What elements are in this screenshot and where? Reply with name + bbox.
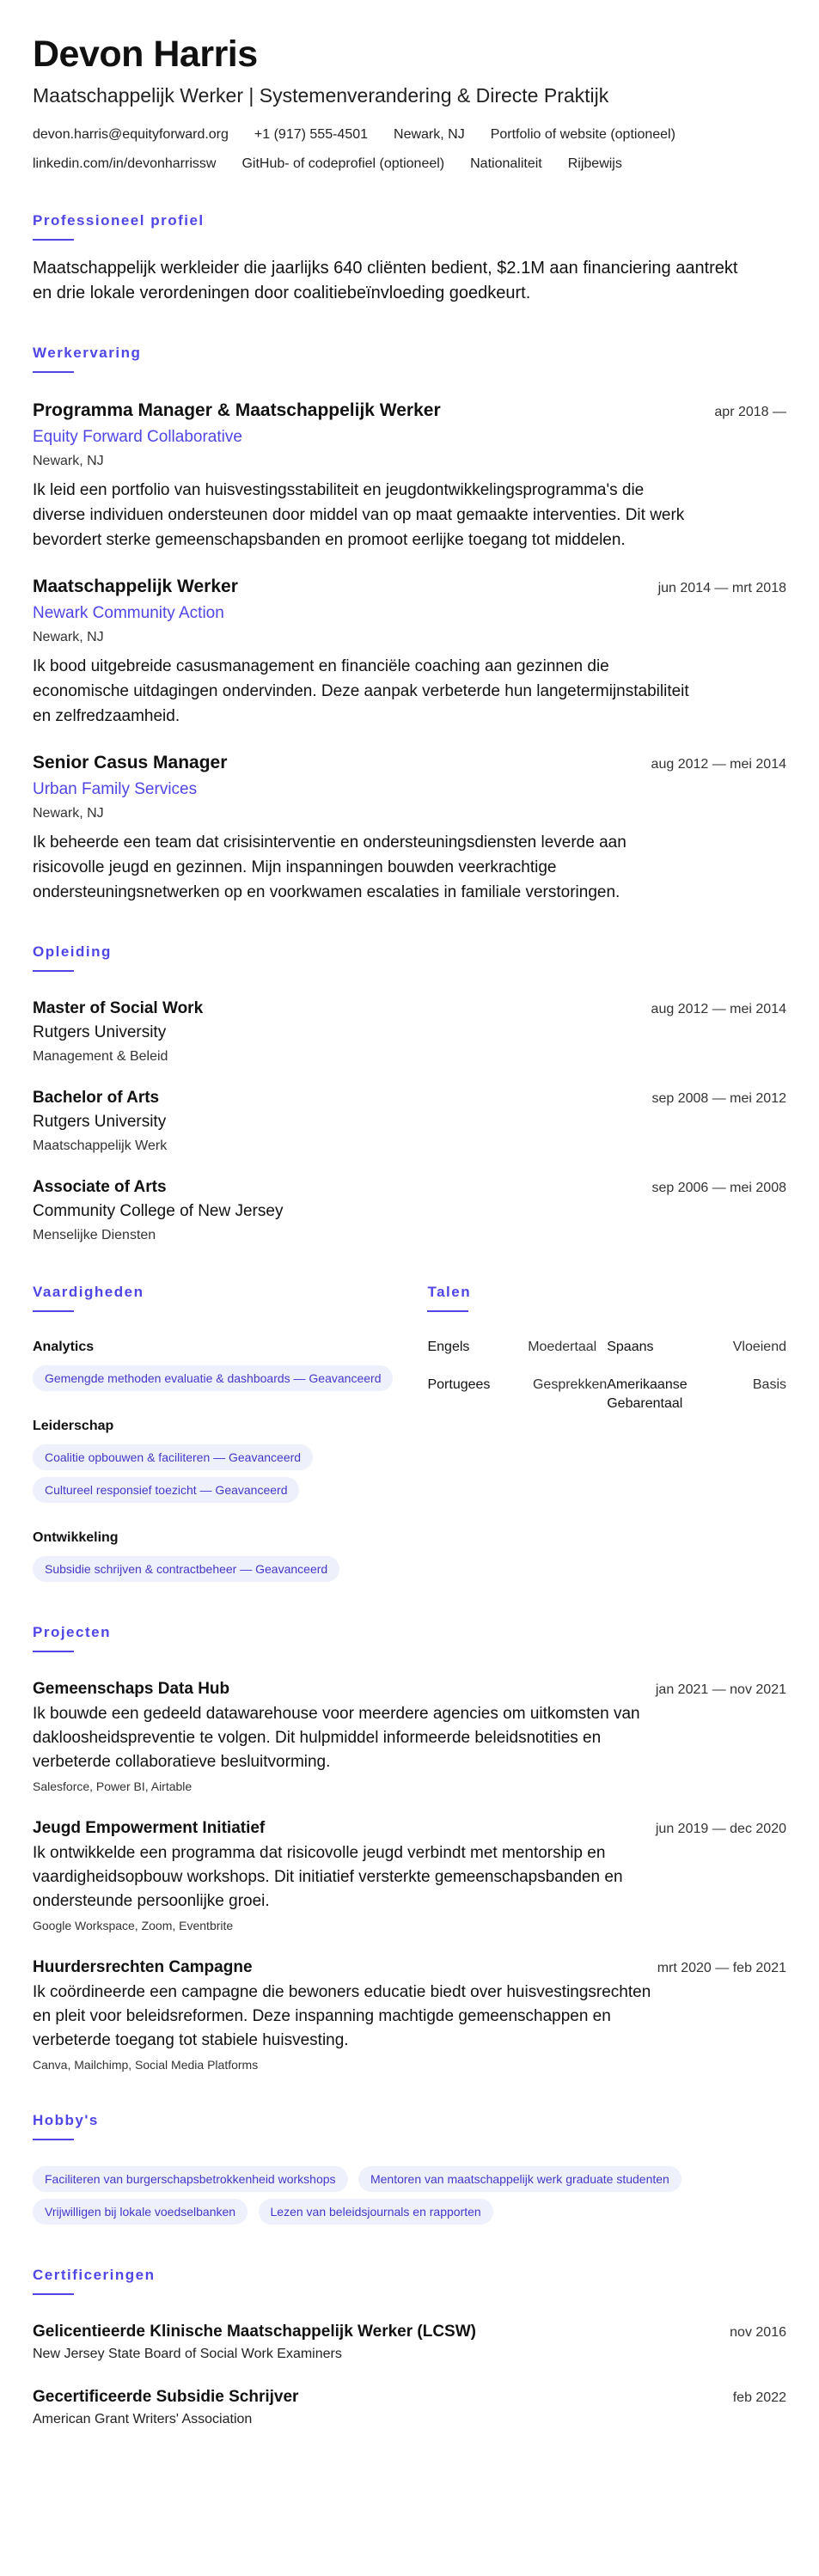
experience-entry xyxy=(33,751,786,905)
degree: Associate of Arts xyxy=(33,1178,167,1196)
job-date: apr 2018 — xyxy=(714,405,786,419)
job-location: Newark, NJ xyxy=(33,806,104,821)
project-entry xyxy=(33,1678,786,1795)
language-level: Basis xyxy=(752,1377,786,1392)
hobby-chip: Vrijwilligen bij lokale voedselbanken xyxy=(33,2199,248,2225)
job-description: Ik beheerde een team dat crisisinterventie en ondersteuningsdiensten leverde aan risicovolle jeugd en gezinnen. Mijn inspanningen bouwden veerkrachtige ondersteuningsnetwerken op en voorkwamen escalaties in familiale verstoringen. xyxy=(33,833,626,901)
project-description: Ik bouwde een gedeeld datawarehouse voor meerdere agencies om uitkomsten van dakloosheidspreventie te volgen. Dit hulpmiddel informeerde beleidsnotities en verbeterde collaboratieve besluitvorming. xyxy=(33,1705,640,1771)
language-item xyxy=(607,1376,786,1413)
resume-header xyxy=(33,31,786,174)
employer: Equity Forward Collaborative xyxy=(33,428,242,446)
education-entry xyxy=(33,998,786,1066)
profile-summary: Maatschappelijk werkleider die jaarlijks 640 cliënten bedient, $2.1M aan financiering aantrekt en drie lokale verordeningen door coalitiebeïnvloeding goedkeurt. xyxy=(33,259,738,302)
experience-entry xyxy=(33,575,786,729)
job-description: Ik leid een portfolio van huisvestingsstabiliteit en jeugdontwikkelingsprogramma's die diverse individuen ondersteunen door middel van op maat gemaakte interventies. Dit werk bevordert sterke gemeenschapsbanden en promoot eerlijke toegang tot middelen. xyxy=(33,481,685,549)
contact-list xyxy=(33,125,786,174)
project-tools: Google Workspace, Zoom, Eventbrite xyxy=(33,1919,234,1932)
field-of-study: Menselijke Diensten xyxy=(33,1228,156,1242)
language-item xyxy=(427,1376,607,1413)
skill-category: Analytics xyxy=(33,1340,95,1354)
job-location: Newark, NJ xyxy=(33,630,104,644)
language-name: Spaans xyxy=(607,1340,654,1354)
experience-entry xyxy=(33,399,786,552)
project-tools: Salesforce, Power BI, Airtable xyxy=(33,1779,193,1793)
job-title: Senior Casus Manager xyxy=(33,753,228,772)
certification-date: nov 2016 xyxy=(730,2325,786,2340)
contact-linkedin[interactable]: linkedin.com/in/devonharrissw xyxy=(33,156,217,171)
degree: Bachelor of Arts xyxy=(33,1089,160,1107)
certification-title: Gelicentieerde Klinische Maatschappelijk Werker (LCSW) xyxy=(33,2323,476,2341)
certification-issuer: New Jersey State Board of Social Work Examiners xyxy=(33,2347,342,2361)
project-title: Gemeenschaps Data Hub xyxy=(33,1680,230,1698)
language-name: Engels xyxy=(427,1340,470,1354)
contact-phone[interactable]: +1 (917) 555-4501 xyxy=(254,127,369,142)
profile-section xyxy=(33,211,786,306)
section-divider xyxy=(427,1310,468,1312)
hobby-list xyxy=(33,2163,786,2228)
skill-group xyxy=(33,1417,427,1506)
school: Community College of New Jersey xyxy=(33,1202,284,1220)
section-title: Opleiding xyxy=(33,943,112,960)
headline: Maatschappelijk Werker | Systemenverandering & Directe Praktijk xyxy=(33,84,609,107)
degree: Master of Social Work xyxy=(33,999,204,1017)
project-entry xyxy=(33,1817,786,1934)
job-date: aug 2012 — mei 2014 xyxy=(651,757,786,772)
section-divider xyxy=(33,2293,74,2295)
hobby-chip: Lezen van beleidsjournals en rapporten xyxy=(259,2199,493,2225)
candidate-name: Devon Harris xyxy=(33,34,258,75)
experience-section xyxy=(33,344,786,905)
hobby-chip: Mentoren van maatschappelijk werk graduate studenten xyxy=(358,2166,681,2192)
contact-portfolio[interactable]: Portfolio of website (optioneel) xyxy=(490,127,675,142)
project-title: Huurdersrechten Campagne xyxy=(33,1958,253,1976)
education-date: sep 2006 — mei 2008 xyxy=(651,1181,786,1195)
job-title: Maatschappelijk Werker xyxy=(33,577,238,596)
education-date: aug 2012 — mei 2014 xyxy=(651,1002,786,1016)
education-date: sep 2008 — mei 2012 xyxy=(651,1091,786,1106)
certification-entry xyxy=(33,2321,786,2364)
section-title: Certificeringen xyxy=(33,2267,156,2283)
contact-location: Newark, NJ xyxy=(394,127,465,142)
section-divider xyxy=(33,970,74,972)
certification-title: Gecertificeerde Subsidie Schrijver xyxy=(33,2388,299,2406)
contact-github[interactable]: GitHub- of codeprofiel (optioneel) xyxy=(241,156,445,171)
job-location: Newark, NJ xyxy=(33,454,104,468)
section-title: Talen xyxy=(427,1284,472,1300)
education-entry xyxy=(33,1176,786,1245)
project-entry xyxy=(33,1956,786,2073)
job-title: Programma Manager & Maatschappelijk Werker xyxy=(33,400,441,420)
section-divider xyxy=(33,1310,74,1312)
language-level: Gesprekken xyxy=(532,1377,608,1392)
field-of-study: Management & Beleid xyxy=(33,1049,168,1064)
skill-chip: Subsidie schrijven & contractbeheer — Geavanceerd xyxy=(33,1556,339,1582)
skill-chip: Gemengde methoden evaluatie & dashboards — Geavanceerd xyxy=(33,1365,393,1391)
section-title: Professioneel profiel xyxy=(33,212,205,229)
section-divider xyxy=(33,2139,74,2140)
language-list xyxy=(427,1338,786,1413)
project-date: mrt 2020 — feb 2021 xyxy=(657,1961,786,1975)
employer: Urban Family Services xyxy=(33,780,198,798)
section-title: Projecten xyxy=(33,1624,111,1640)
contact-email[interactable]: devon.harris@equityforward.org xyxy=(33,127,229,142)
skills-languages-row xyxy=(33,1283,786,1585)
section-title: Vaardigheden xyxy=(33,1284,144,1300)
skills-section xyxy=(33,1283,427,1585)
certification-issuer: American Grant Writers' Association xyxy=(33,2412,253,2426)
language-item xyxy=(427,1338,607,1357)
languages-section xyxy=(427,1283,786,1585)
education-entry xyxy=(33,1087,786,1156)
language-name: Amerikaanse Gebarentaal xyxy=(607,1377,688,1411)
skill-category: Ontwikkeling xyxy=(33,1530,119,1545)
certification-entry xyxy=(33,2386,786,2429)
language-item xyxy=(607,1338,786,1357)
project-description: Ik coördineerde een campagne die bewoners educatie biedt over huisvestingsrechten en pleit voor beleidsreformen. Deze inspanning machtigde gemeenschappen en verbeterde toegang tot stabiele huisvesting. xyxy=(33,1983,651,2049)
school: Rutgers University xyxy=(33,1113,167,1131)
section-divider xyxy=(33,371,74,373)
field-of-study: Maatschappelijk Werk xyxy=(33,1138,168,1153)
contact-drivers-license: Rijbewijs xyxy=(567,156,622,171)
language-level: Moedertaal xyxy=(528,1340,597,1354)
section-divider xyxy=(33,1651,74,1652)
project-date: jun 2019 — dec 2020 xyxy=(655,1822,786,1836)
school: Rutgers University xyxy=(33,1023,167,1041)
contact-nationality: Nationaliteit xyxy=(470,156,542,171)
project-title: Jeugd Empowerment Initiatief xyxy=(33,1819,266,1837)
skill-category: Leiderschap xyxy=(33,1419,114,1433)
education-section xyxy=(33,943,786,1245)
job-description: Ik bood uitgebreide casusmanagement en financiële coaching aan gezinnen die economische uitdagingen ondervinden. Deze aanpak verbeterde hun langetermijnstabiliteit en zelfredzaamheid. xyxy=(33,657,689,725)
certifications-section xyxy=(33,2266,786,2429)
section-divider xyxy=(33,239,74,241)
job-date: jun 2014 — mrt 2018 xyxy=(657,581,786,595)
section-title: Hobby's xyxy=(33,2112,99,2128)
skill-chip: Coalitie opbouwen & faciliteren — Geavanceerd xyxy=(33,1444,313,1470)
hobby-chip: Faciliteren van burgerschapsbetrokkenheid workshops xyxy=(33,2166,348,2192)
language-level: Vloeiend xyxy=(732,1340,786,1354)
section-title: Werkervaring xyxy=(33,345,142,361)
employer: Newark Community Action xyxy=(33,604,224,622)
project-tools: Canva, Mailchimp, Social Media Platforms xyxy=(33,2058,259,2072)
certification-date: feb 2022 xyxy=(732,2390,786,2405)
project-date: jan 2021 — nov 2021 xyxy=(655,1682,786,1697)
skill-group xyxy=(33,1529,427,1585)
skill-group xyxy=(33,1338,427,1395)
hobbies-section xyxy=(33,2111,786,2228)
project-description: Ik ontwikkelde een programma dat risicovolle jeugd verbindt met mentorship en vaardigheidsopbouw workshops. Dit initiatief versterkte gemeenschapsbanden en ondersteunde persoonlijke groei. xyxy=(33,1844,623,1910)
skill-chip: Cultureel responsief toezicht — Geavanceerd xyxy=(33,1477,299,1503)
language-name: Portugees xyxy=(427,1377,491,1392)
projects-section xyxy=(33,1623,786,2073)
